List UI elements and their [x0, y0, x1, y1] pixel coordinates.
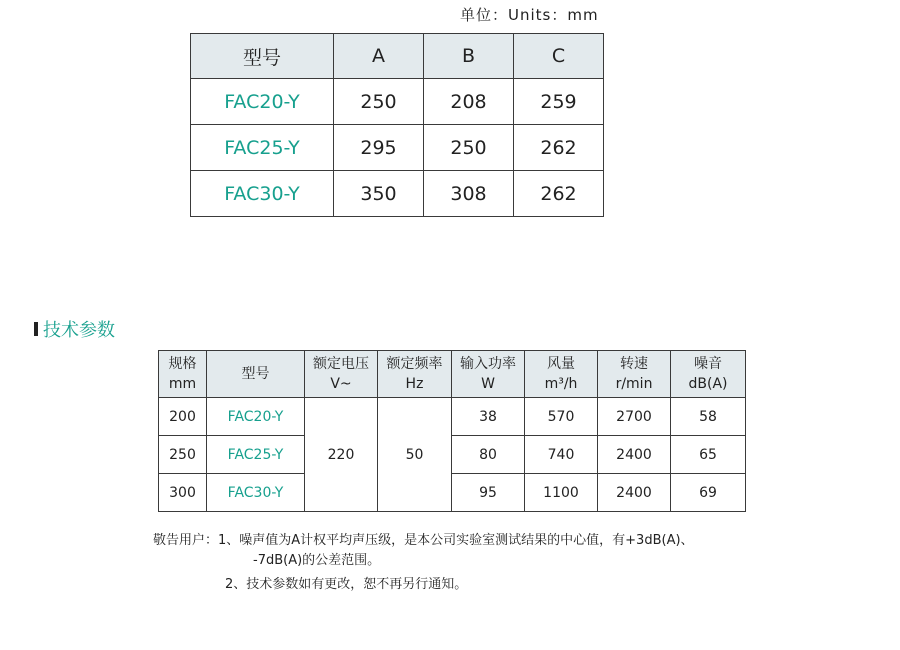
header-b: B [424, 34, 514, 79]
airflow-cell: 1100 [525, 474, 598, 512]
speed-cell: 2400 [598, 436, 671, 474]
c-cell: 262 [514, 125, 604, 171]
a-cell: 350 [334, 171, 424, 217]
model-cell: FAC30-Y [207, 474, 305, 512]
header-noise: 噪音 dB(A) [671, 351, 746, 398]
note-line-2: -7dB(A)的公差范围。 [253, 553, 381, 568]
header-c: C [514, 34, 604, 79]
section-title: 技术参数 [43, 320, 115, 341]
table-row [191, 125, 604, 171]
noise-cell: 58 [671, 398, 746, 436]
header-a: A [334, 34, 424, 79]
size-cell: 200 [159, 398, 207, 436]
section-heading [34, 316, 115, 342]
power-cell: 38 [452, 398, 525, 436]
noise-cell: 69 [671, 474, 746, 512]
notes [153, 531, 694, 595]
model-cell: FAC30-Y [191, 171, 334, 217]
power-cell: 80 [452, 436, 525, 474]
table-row [191, 171, 604, 217]
table-header-row [159, 351, 746, 398]
b-cell: 208 [424, 79, 514, 125]
speed-cell: 2700 [598, 398, 671, 436]
b-cell: 308 [424, 171, 514, 217]
header-speed: 转速 r/min [598, 351, 671, 398]
header-power: 输入功率 W [452, 351, 525, 398]
model-cell: FAC20-Y [191, 79, 334, 125]
model-cell: FAC20-Y [207, 398, 305, 436]
airflow-cell: 740 [525, 436, 598, 474]
b-cell: 250 [424, 125, 514, 171]
model-cell: FAC25-Y [207, 436, 305, 474]
a-cell: 250 [334, 79, 424, 125]
noise-cell: 65 [671, 436, 746, 474]
model-cell: FAC25-Y [191, 125, 334, 171]
header-model: 型号 [207, 351, 305, 398]
section-marker-icon [34, 322, 38, 336]
header-size: 规格 mm [159, 351, 207, 398]
c-cell: 262 [514, 171, 604, 217]
header-model: 型号 [191, 34, 334, 79]
table-row [159, 436, 746, 474]
power-cell: 95 [452, 474, 525, 512]
header-airflow: 风量 m³/h [525, 351, 598, 398]
size-cell: 250 [159, 436, 207, 474]
frequency-cell: 50 [378, 398, 452, 512]
size-cell: 300 [159, 474, 207, 512]
header-voltage: 额定电压 V~ [305, 351, 378, 398]
note-line-1: 敬告用户：1、噪声值为A计权平均声压级，是本公司实验室测试结果的中心值，有+3dB(A)、 [153, 533, 694, 548]
table-row [191, 79, 604, 125]
header-frequency: 额定频率 Hz [378, 351, 452, 398]
table-header-row [191, 34, 604, 79]
units-label: 单位：Units：mm [460, 6, 599, 24]
spec-table [158, 350, 746, 512]
airflow-cell: 570 [525, 398, 598, 436]
c-cell: 259 [514, 79, 604, 125]
dimension-table [190, 33, 604, 217]
table-row [159, 474, 746, 512]
a-cell: 295 [334, 125, 424, 171]
table-row [159, 398, 746, 436]
note-line-3: 2、技术参数如有更改，恕不再另行通知。 [225, 577, 468, 592]
speed-cell: 2400 [598, 474, 671, 512]
voltage-cell: 220 [305, 398, 378, 512]
